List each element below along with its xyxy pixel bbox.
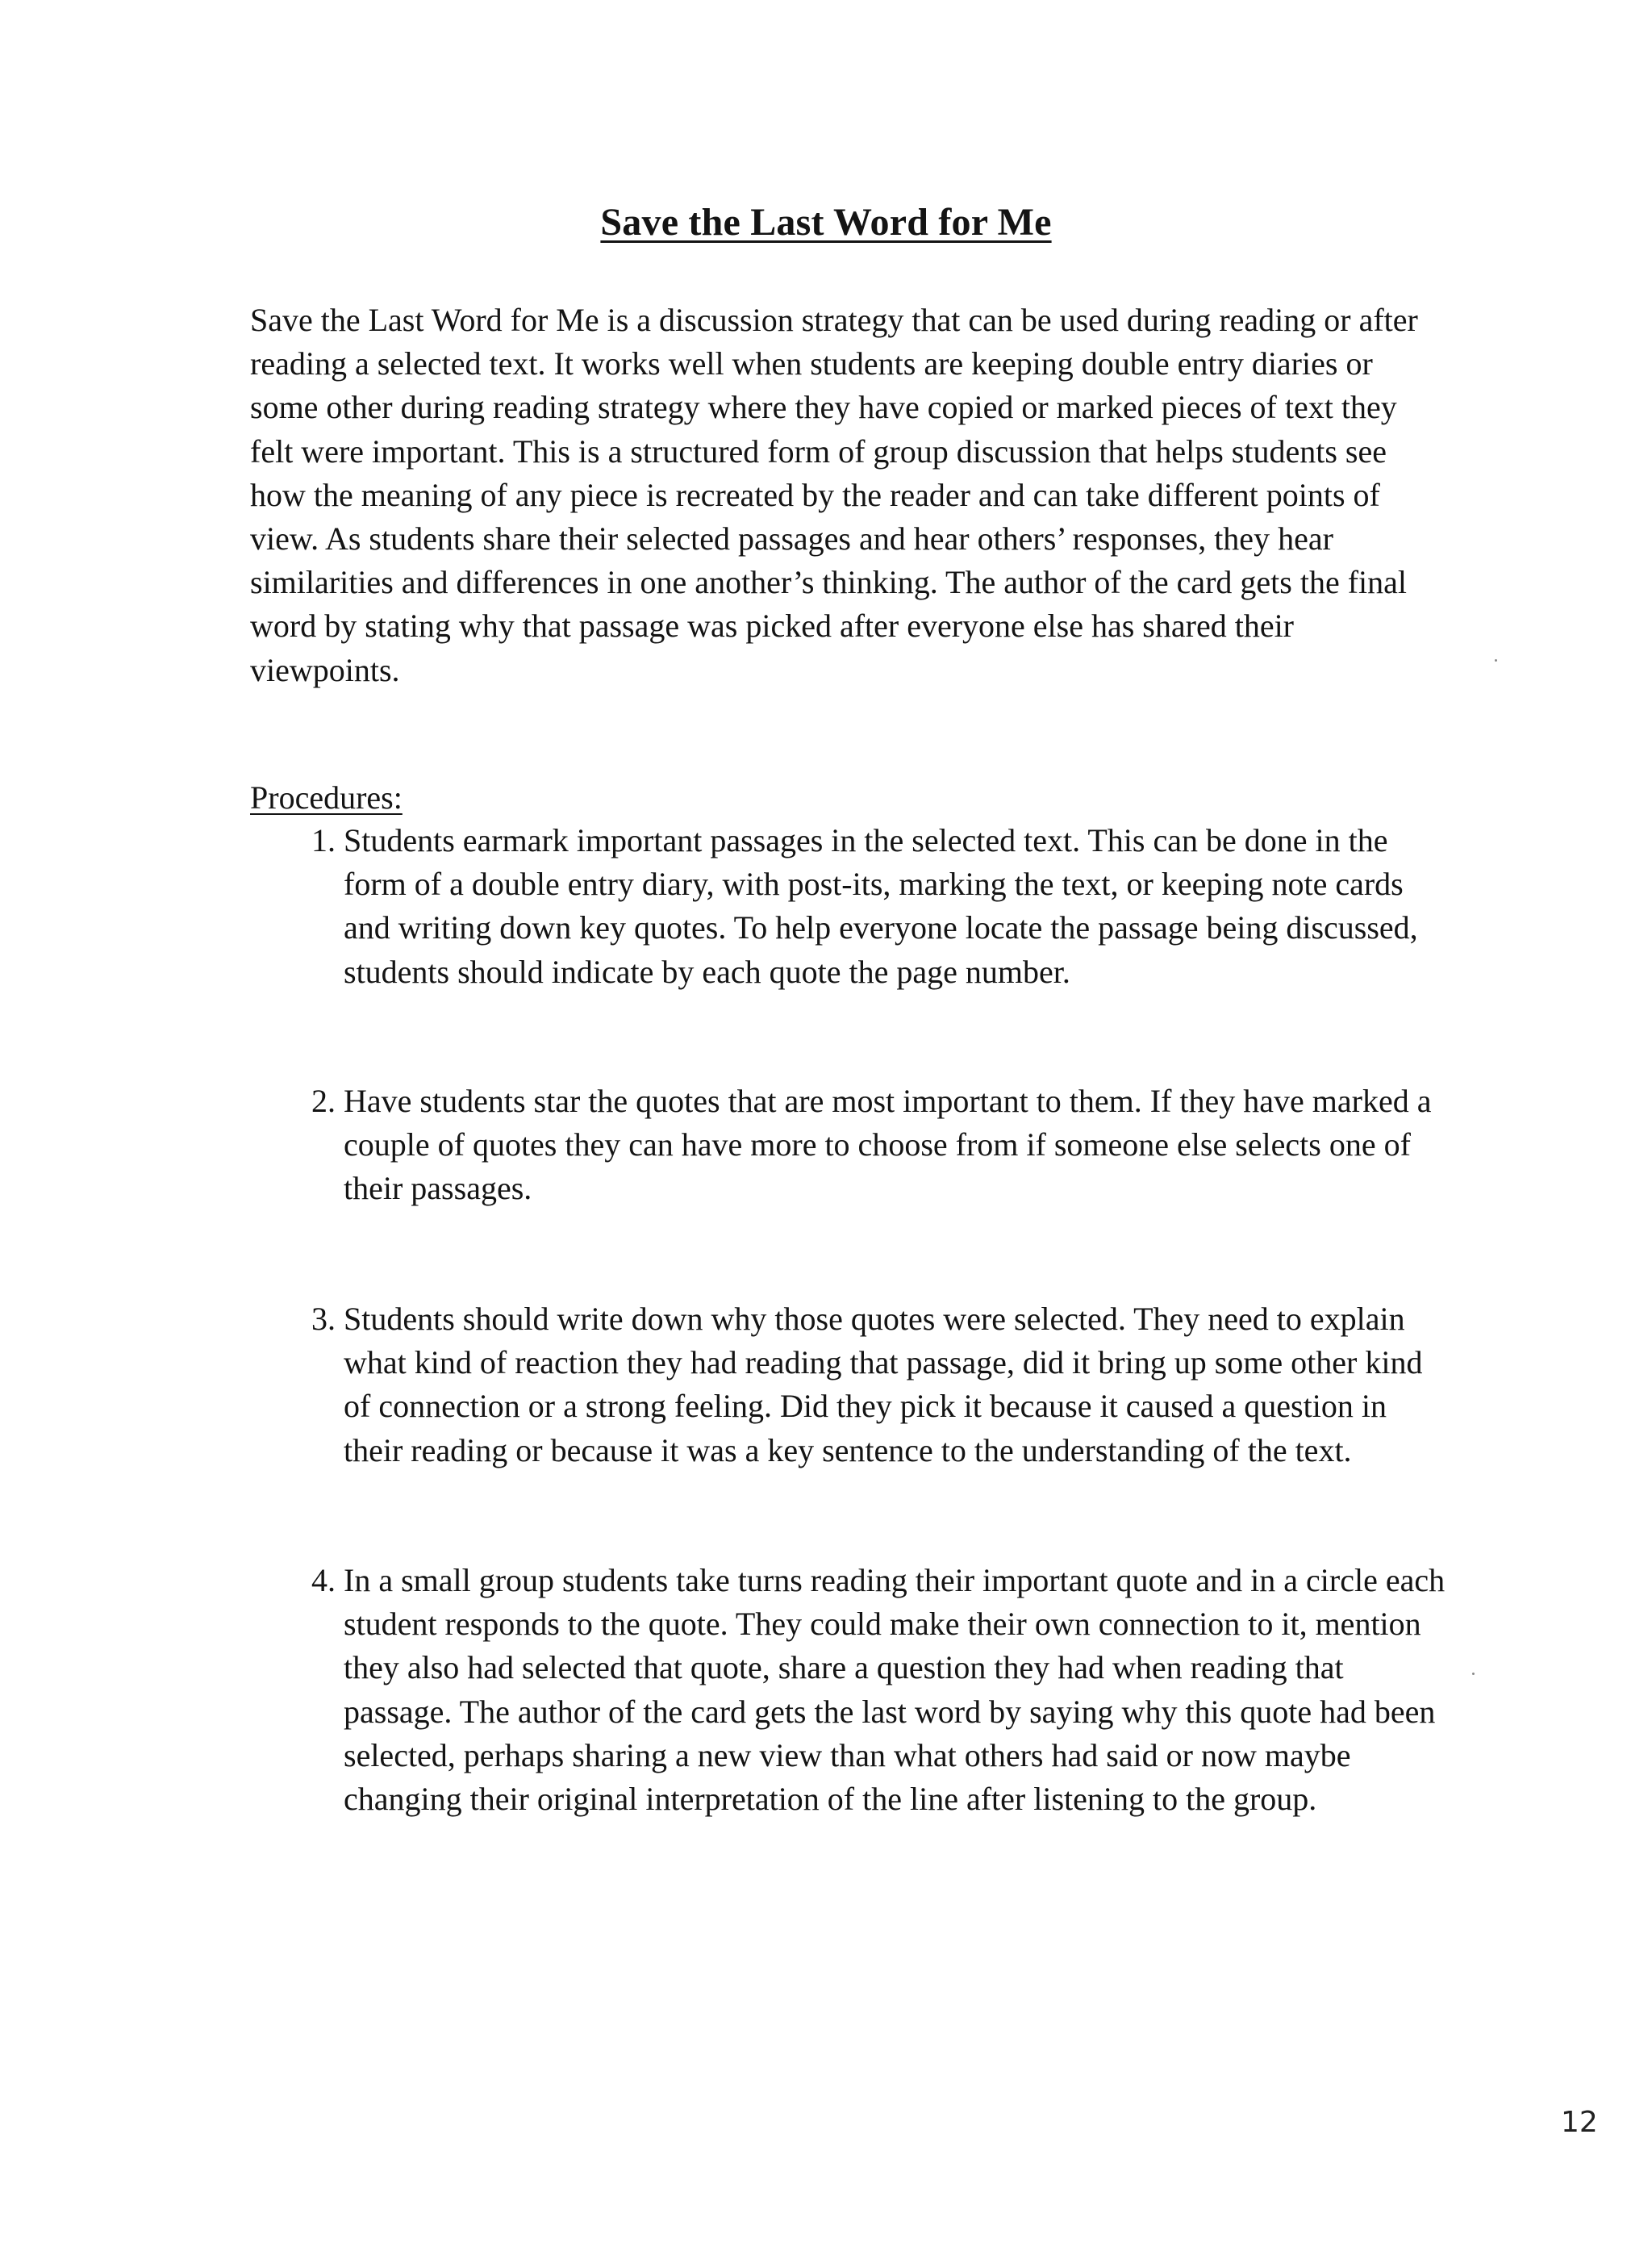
page-number: 12 — [1561, 2106, 1598, 2139]
step-number: 2. — [311, 1083, 336, 1119]
step-text: In a small group students take turns reading their important quote and in a circle each student responds to the quote. They could make their own connection to it, mention they also had selected that quote, share a question they had when reading that passage. The author of the card gets the last word by saying why this quote had been selected, perhaps sharing a new view than what others had said or now maybe changing their original interpretation of the line after listening to the group. — [344, 1562, 1446, 1818]
step-text: Have students star the quotes that are most important to them. If they have marked a couple of quotes they can have more to choose from if someone else selects one of their passages. — [344, 1083, 1432, 1207]
intro-paragraph: Save the Last Word for Me is a discussion strategy that can be used during reading or after reading a selected text. It works well when students are keeping double entry diaries or some other during reading strategy where they have copied or marked pieces of text they felt were important. This is a structured form of group discussion that helps students see how the meaning of any piece is recreated by the reader and can take different points of view. As students share their selected passages and hear others’ responses, they hear similarities and differences in one another’s thinking. The author of the card gets the final word by stating why that passage was picked after everyone else has shared their viewpoints. — [250, 302, 1418, 688]
step-text: Students should write down why those quotes were selected. They need to explain what kind of reaction they had reading that passage, did it bring up some other kind of connection or a strong feeling. Did they pick it because it caused a question in their reading or because it was a key sentence to the understanding of the text. — [344, 1301, 1423, 1468]
procedures-heading: Procedures: — [250, 779, 403, 816]
scan-speck — [1495, 659, 1497, 662]
step-text: Students earmark important passages in the selected text. This can be done in the form of a double entry diary, with post-its, marking the text, or keeping note cards and writing down key quotes. To help everyone locate the passage being discussed, students should indicate by each quote the page number. — [344, 822, 1418, 990]
step-number: 4. — [311, 1562, 336, 1598]
step-number: 3. — [311, 1301, 336, 1337]
scan-speck — [1472, 1673, 1475, 1675]
document-title: Save the Last Word for Me — [600, 201, 1052, 244]
step-number: 1. — [311, 822, 336, 858]
